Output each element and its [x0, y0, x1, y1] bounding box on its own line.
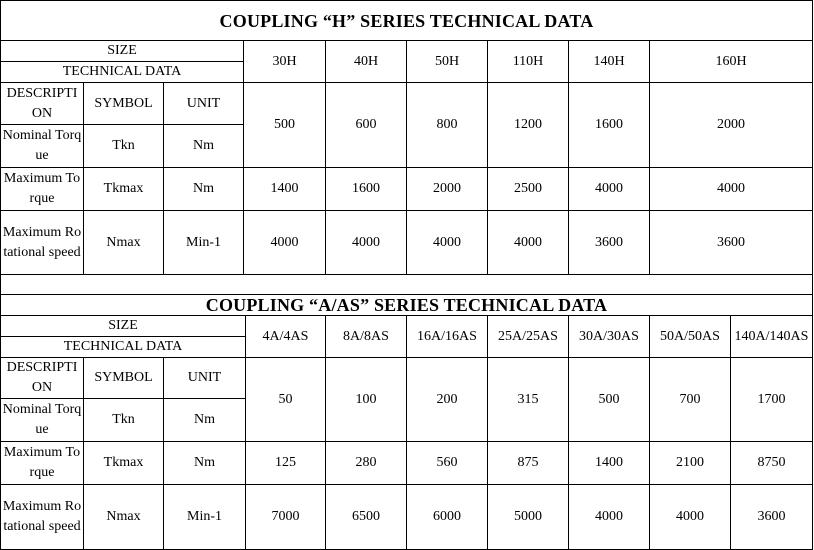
- value-cell: 2100: [676, 455, 704, 470]
- column-header-50a-50as: 50A/50AS: [660, 328, 720, 344]
- value-cell: 6500: [352, 509, 380, 524]
- row-description: Nominal Torque: [2, 402, 82, 437]
- technical-data-label: TECHNICAL DATA: [63, 339, 183, 354]
- value-cell: 5000: [514, 509, 542, 524]
- row-symbol: Tkmax: [103, 181, 144, 196]
- value-cell: 4000: [270, 234, 299, 250]
- row-unit: Min-1: [187, 509, 222, 524]
- unit-header: UNIT: [187, 370, 222, 385]
- value-cell: 8750: [757, 455, 786, 470]
- column-header-110h: 110H: [512, 53, 544, 69]
- value-cell: 4000: [595, 181, 623, 196]
- value-cell: 4000: [676, 509, 704, 524]
- value-cell: 200: [436, 391, 458, 407]
- column-header-30a-30as: 30A/30AS: [579, 328, 639, 344]
- column-header-40h: 40H: [353, 53, 379, 69]
- value-cell: 4000: [352, 234, 380, 250]
- row-symbol: Tkn: [112, 412, 135, 427]
- value-cell: 7000: [271, 509, 300, 524]
- value-cell: 3600: [717, 234, 745, 250]
- value-cell: 1700: [757, 391, 786, 407]
- row-description: Maximum Torque: [3, 445, 81, 480]
- value-cell: 3600: [757, 509, 786, 524]
- unit-header: UNIT: [186, 95, 221, 111]
- column-header-160h: 160H: [715, 53, 747, 69]
- symbol-header: SYMBOL: [94, 370, 153, 385]
- value-cell: 4000: [595, 509, 623, 524]
- value-cell: 875: [517, 455, 539, 470]
- column-header-16a-16as: 16A/16AS: [417, 328, 477, 344]
- value-cell: 600: [355, 117, 377, 132]
- size-label: SIZE: [107, 43, 137, 58]
- row-unit: Min-1: [186, 234, 221, 250]
- value-cell: 315: [517, 391, 539, 407]
- column-header-30h: 30H: [272, 53, 297, 69]
- value-cell: 1600: [352, 181, 380, 196]
- row-description: Maximum Rotational speed: [2, 499, 82, 534]
- table-title: COUPLING “A/AS” SERIES TECHNICAL DATA: [205, 295, 608, 315]
- column-header-25a-25as: 25A/25AS: [498, 328, 558, 344]
- row-symbol: Tkmax: [103, 455, 144, 470]
- value-cell: 2500: [514, 181, 542, 196]
- value-cell: 50: [278, 391, 293, 407]
- value-cell: 280: [355, 455, 377, 470]
- table-title: COUPLING “H” SERIES TECHNICAL DATA: [219, 10, 594, 31]
- value-cell: 560: [436, 455, 458, 470]
- row-unit: Nm: [193, 181, 214, 196]
- value-cell: 100: [355, 391, 377, 407]
- column-header-140a-140as: 140A/140AS: [734, 328, 809, 344]
- value-cell: 125: [275, 455, 296, 470]
- value-cell: 4000: [717, 181, 745, 196]
- value-cell: 1600: [595, 117, 623, 132]
- row-description: Nominal Torque: [2, 128, 82, 163]
- row-unit: Nm: [194, 455, 215, 470]
- value-cell: 500: [274, 117, 295, 132]
- value-cell: 2000: [717, 117, 745, 132]
- value-cell: 1200: [514, 117, 542, 132]
- row-symbol: Nmax: [106, 509, 141, 524]
- column-header-4a-4as: 4A/4AS: [262, 328, 309, 344]
- technical-data-label: TECHNICAL DATA: [62, 64, 182, 79]
- row-description: Maximum Torque: [3, 171, 81, 206]
- value-cell: 4000: [433, 234, 461, 250]
- value-cell: 800: [436, 117, 458, 132]
- description-header: DESCRIPTI ON: [6, 85, 78, 121]
- size-label: SIZE: [108, 318, 138, 333]
- row-unit: Nm: [193, 138, 214, 153]
- value-cell: 6000: [433, 509, 461, 524]
- row-description: Maximum Rotational speed: [2, 224, 82, 260]
- row-symbol: Nmax: [106, 234, 141, 250]
- value-cell: 1400: [270, 181, 299, 196]
- value-cell: 3600: [595, 234, 623, 250]
- symbol-header: SYMBOL: [94, 95, 153, 111]
- row-symbol: Tkn: [112, 138, 135, 153]
- column-header-8a-8as: 8A/8AS: [343, 328, 389, 344]
- row-unit: Nm: [194, 412, 215, 427]
- column-header-50h: 50H: [434, 53, 460, 69]
- column-header-140h: 140H: [593, 53, 625, 69]
- value-cell: 500: [598, 391, 620, 407]
- value-cell: 700: [679, 391, 701, 407]
- value-cell: 1400: [595, 455, 623, 470]
- description-header: DESCRIPTI ON: [6, 360, 78, 395]
- value-cell: 2000: [433, 181, 461, 196]
- value-cell: 4000: [514, 234, 542, 250]
